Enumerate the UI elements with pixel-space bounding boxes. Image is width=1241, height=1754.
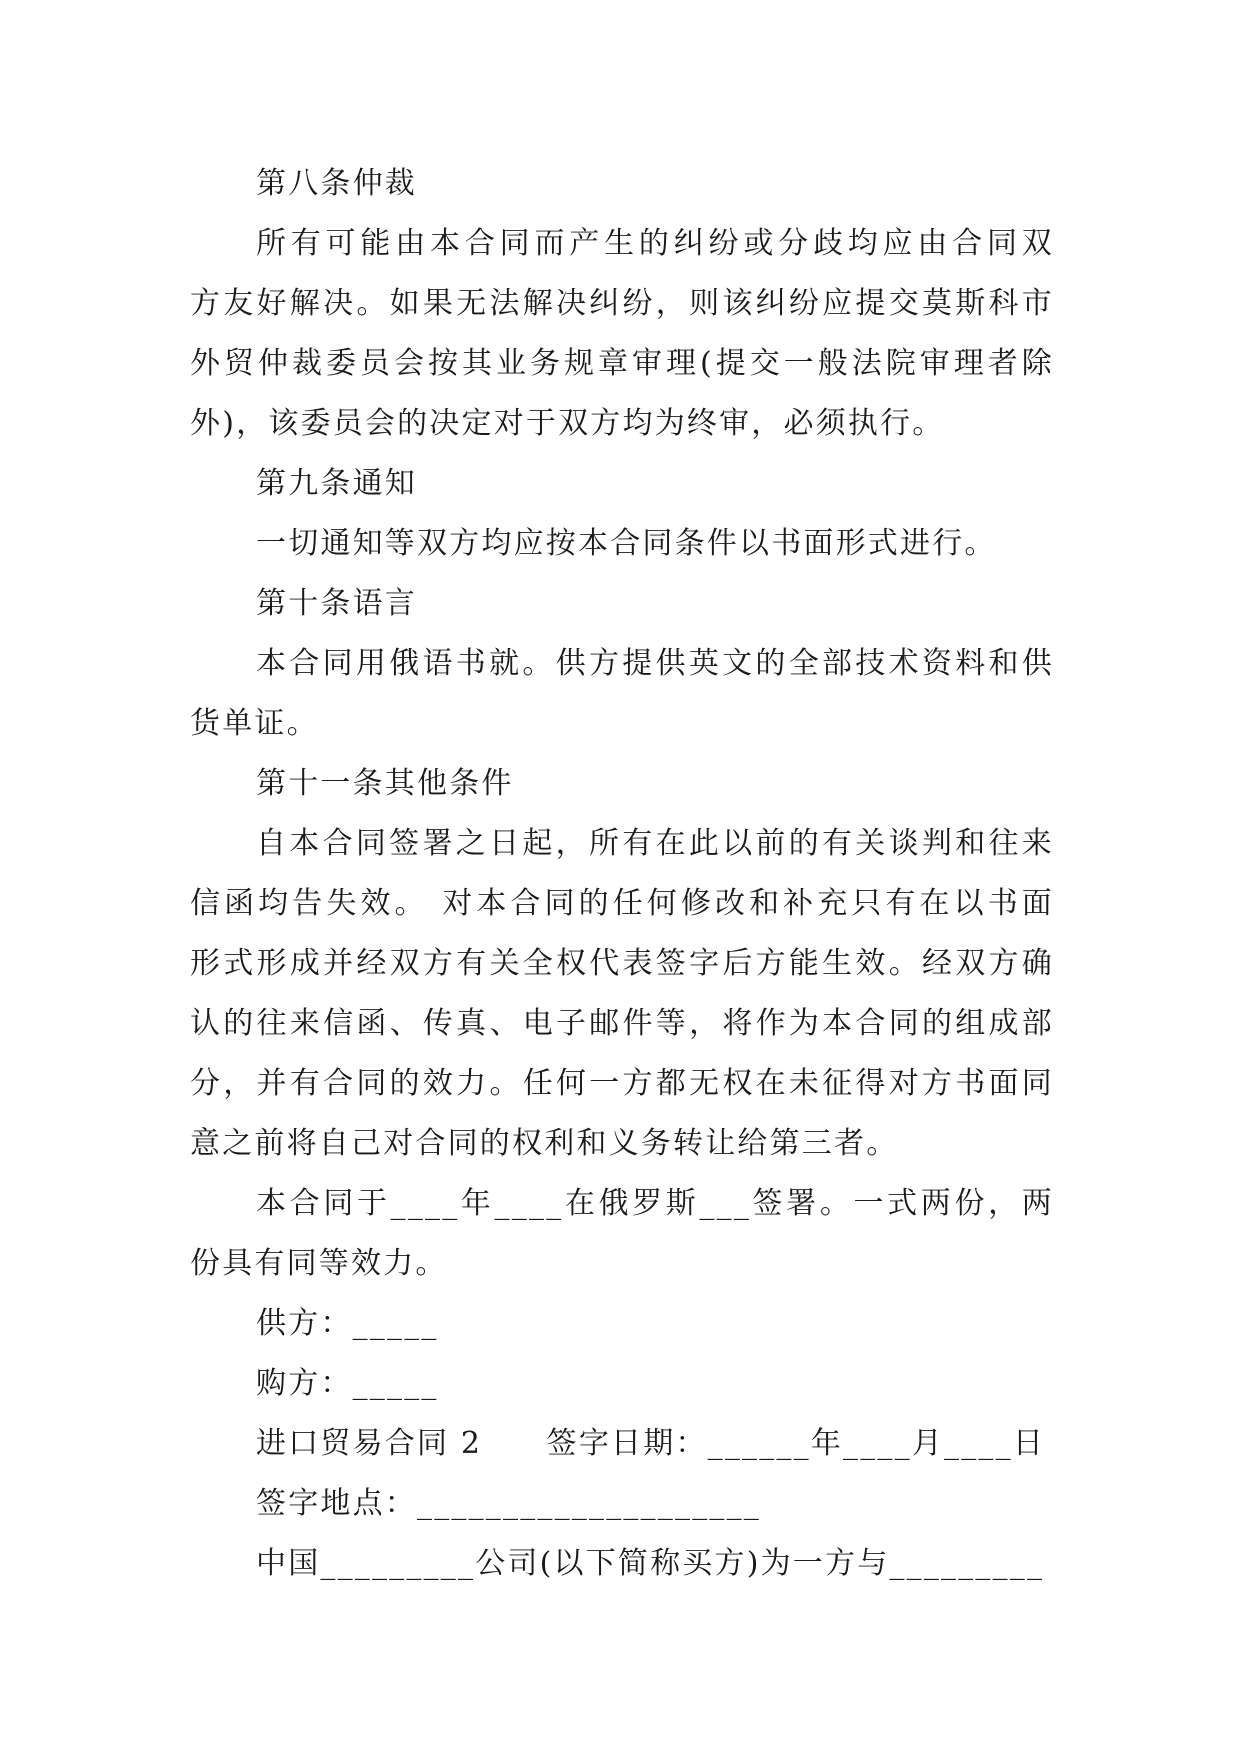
text-line: 第十一条其他条件	[256, 766, 514, 801]
text-line: 第八条仲裁	[256, 166, 417, 201]
text-line: 中国_________公司(以下简称买方)为一方与_________	[256, 1546, 1045, 1581]
text-line: 认的往来信函、传真、电子邮件等，将作为本合同的组成部	[190, 1006, 1054, 1041]
text-line: 第九条通知	[256, 466, 417, 501]
text-line: 本合同于____年____在俄罗斯___签署。一式两份，两	[256, 1186, 1054, 1221]
text-line: 购方：_____	[256, 1366, 439, 1401]
text-line: 形式形成并经双方有关全权代表签字后方能生效。经双方确	[190, 946, 1054, 981]
text-line: 信函均告失效。 对本合同的任何修改和补充只有在以书面	[190, 886, 1054, 921]
text-line: 意之前将自己对合同的权利和义务转让给第三者。	[190, 1126, 899, 1161]
text-line: 外)，该委员会的决定对于双方均为终审，必须执行。	[190, 406, 945, 441]
text-line: 本合同用俄语书就。供方提供英文的全部技术资料和供	[256, 646, 1054, 681]
text-line: 所有可能由本合同而产生的纠纷或分歧均应由合同双	[256, 226, 1054, 261]
text-line: 供方：_____	[256, 1306, 439, 1341]
document-body	[190, 154, 1054, 1594]
text-line: 签字地点：____________________	[256, 1486, 761, 1521]
text-line: 份具有同等效力。	[190, 1246, 448, 1281]
document-page	[190, 154, 1054, 1594]
text-line: 货单证。	[190, 706, 319, 741]
text-line: 方友好解决。如果无法解决纠纷，则该纠纷应提交莫斯科市	[190, 286, 1054, 321]
text-line: 外贸仲裁委员会按其业务规章审理(提交一般法院审理者除	[190, 346, 1054, 381]
text-line: 一切通知等双方均应按本合同条件以书面形式进行。	[256, 526, 997, 561]
text-line: 进口贸易合同 2 签字日期：______年____月____日	[256, 1426, 1046, 1461]
text-line: 自本合同签署之日起，所有在此以前的有关谈判和往来	[256, 826, 1054, 861]
text-line: 分，并有合同的效力。任何一方都无权在未征得对方书面同	[190, 1066, 1054, 1101]
text-line: 第十条语言	[256, 586, 417, 621]
